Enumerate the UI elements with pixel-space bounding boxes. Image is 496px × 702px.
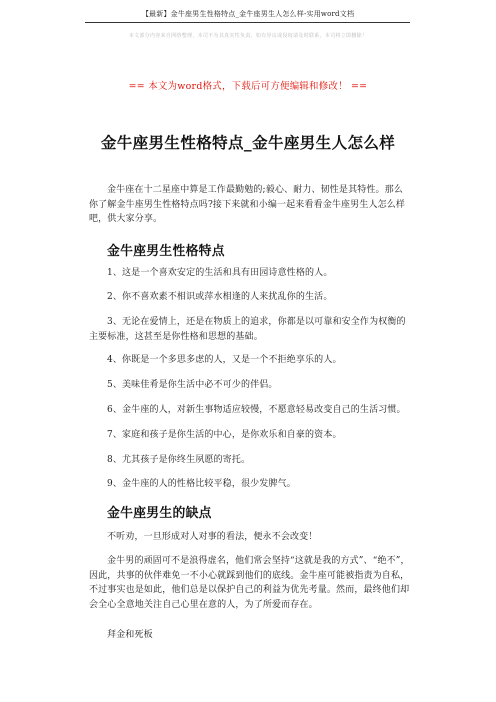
- list-item-text: 2、你不喜欢素不相识或萍水相逢的人来扰乱你的生活。: [107, 292, 333, 302]
- subheading-materialism-text: 拜金和死板: [107, 630, 153, 640]
- header-disclaimer: 本文部分内容来自网络整理，本司不为其真实性负责，如有异议或侵权请及时联系，本司将立即删除！: [128, 33, 368, 39]
- subheading-materialism: [89, 628, 412, 643]
- intro-paragraph: [89, 183, 412, 227]
- list-item-text: 3、无论在爱情上，还是在物质上的追求，你都是以可靠和安全作为权衡的主要标准，这甚至是你性格和思想的基础。: [89, 317, 406, 342]
- weakness-paragraph: [89, 554, 412, 612]
- weakness-summary: [89, 530, 412, 545]
- list-item: [89, 315, 412, 344]
- header-title: 【最新】金牛座男生性格特点_金牛座男生人怎么样-实用word文档: [141, 10, 355, 18]
- list-item: [89, 453, 412, 468]
- list-item-text: 1、这是一个喜欢安定的生活和具有田园诗意性格的人。: [107, 268, 333, 278]
- list-item: [89, 477, 412, 492]
- list-item-text: 6、金牛座的人，对新生事物适应较慢，不愿意轻易改变自己的生活习惯。: [107, 405, 406, 415]
- weakness-summary-text: 不听劝，一旦形成对人对事的看法，便永不会改变！: [107, 532, 318, 542]
- list-item-text: 8、尤其孩子是你终生夙愿的寄托。: [107, 455, 251, 465]
- list-item-text: 5、美味佳肴是你生活中必不可少的伴侣。: [107, 380, 278, 390]
- list-item: [89, 266, 412, 281]
- list-item: [89, 378, 412, 393]
- list-item: [89, 290, 412, 305]
- list-item: [89, 353, 412, 368]
- list-item-text: 9、金牛座的人的性格比较平稳，很少发脾气。: [107, 479, 296, 489]
- document-title: 金牛座男生性格特点_金牛座男生人怎么样: [100, 134, 396, 152]
- list-item-text: 4、你既是一个多思多虑的人，又是一个不拒绝享乐的人。: [107, 355, 342, 365]
- intro-text: 金牛座在十二星座中算是工作最勤勉的;毅心、耐力、韧性是其特性。那么你了解金牛座男生性格特点吗?接下来就和小编一起来看看金牛座男生人怎么样吧，供大家分享。: [89, 185, 406, 224]
- section-heading-traits: 金牛座男生性格特点: [107, 244, 225, 259]
- weakness-paragraph-text: 金牛男的顽固可不是浪得虚名，他们常会坚持“这就是我的方式”、“绝不”，因此，共事的伙伴难免一不小心就踩到他们的底线。金牛座可能被指责为自私，不过事实也是如此，他们总是以保护自己的利益为优先考量。然而，最终他们却会全心全意地关注自己心里在意的人，为了所爱而存在。: [89, 556, 410, 610]
- list-item: [89, 403, 412, 418]
- list-item: [89, 428, 412, 443]
- list-item-text: 7、家庭和孩子是你生活的中心，是你欢乐和自豪的资本。: [107, 430, 342, 440]
- header-divider: [85, 22, 410, 23]
- word-format-notice: == 本文为word格式，下载后可方便编辑和修改！ ==: [128, 81, 368, 92]
- section-heading-weaknesses: 金牛座男生的缺点: [107, 506, 212, 521]
